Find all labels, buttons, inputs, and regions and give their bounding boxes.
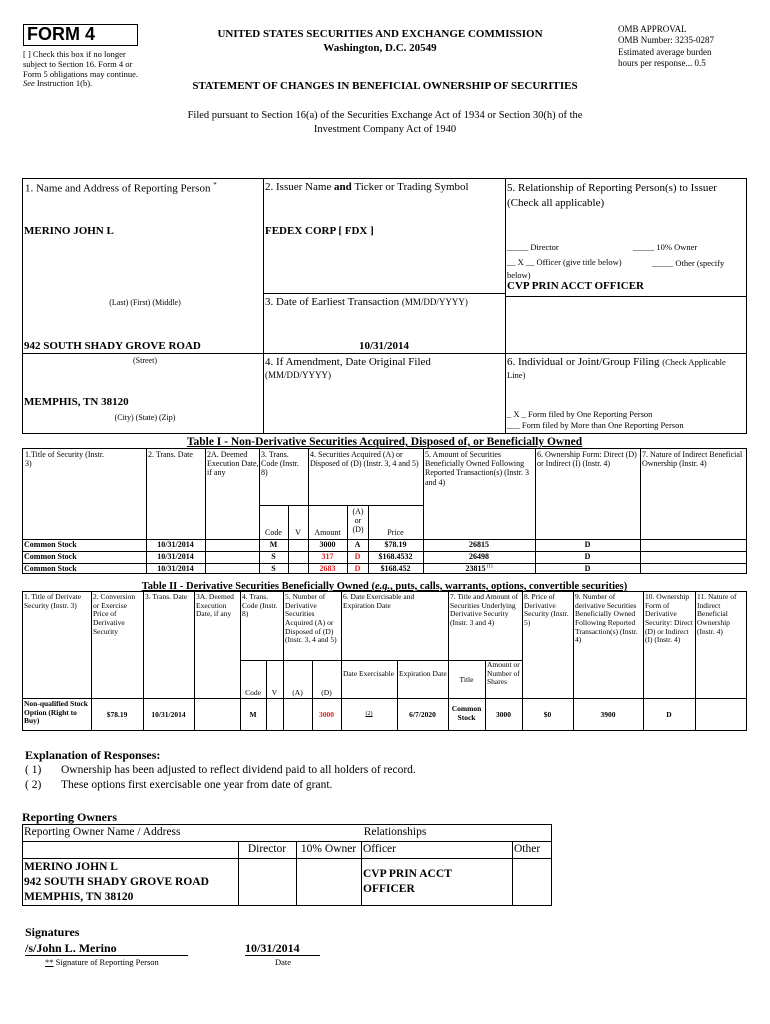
signature-label — [45, 958, 159, 968]
t2-h11: 11. Nature of Indirect Beneficial Ownership (Instr. 4) — [697, 592, 737, 636]
reporting-person-street: 942 SOUTH SHADY GROVE ROAD — [24, 340, 201, 352]
t2-row-deriv-price: $0 — [543, 710, 552, 719]
agency-name: UNITED STATES SECURITIES AND EXCHANGE COMMISSION — [217, 28, 543, 40]
t1-cell-title: Common Stock — [24, 552, 77, 561]
officer-title: CVP PRIN ACCT OFFICER — [507, 280, 645, 292]
t1-cell-form: D — [584, 552, 591, 561]
statement-title: STATEMENT OF CHANGES IN BENEFICIAL OWNERSHIP OF SECURITIES — [192, 80, 578, 92]
t1-cell-price: $78.19 — [384, 540, 407, 549]
t1-h6: 6. Ownership Form: Direct (D) or Indirect (I) (Instr. 4) — [537, 450, 637, 469]
t2-sub-code: Code — [245, 688, 261, 697]
t1-cell-date: 10/31/2014 — [157, 540, 194, 549]
one-reporting-person-option[interactable]: _ X _ Form filed by One Reporting Person — [507, 409, 653, 419]
t1-h3: 3. Trans. Code (Instr. 8) — [261, 450, 299, 478]
t1-cell-code: M — [269, 540, 278, 549]
filed-pursuant-line1: Filed pursuant to Section 16(a) of the Securities Exchange Act of 1934 or Section 30(h) of the — [187, 110, 583, 121]
t2-col — [283, 591, 284, 731]
box6-label-text: 6. Individual or Joint/Group Filing — [507, 356, 660, 368]
t1-cell-title: Common Stock — [24, 540, 77, 549]
signature-label-text: Signature of Reporting Person — [55, 957, 159, 967]
t1-cell-amount: 2683 — [319, 564, 336, 573]
reporting-person-name: MERINO JOHN L — [24, 225, 114, 237]
owner-name: MERINO JOHN L — [24, 861, 118, 873]
box2-label — [265, 181, 469, 193]
explanation-item — [25, 778, 416, 793]
t1-cell-price: $168.452 — [380, 564, 411, 573]
t2-row-und-title: Common Stock — [451, 704, 482, 722]
t1-cell-owned-value: 23815 — [465, 564, 486, 573]
t2-col — [643, 591, 644, 731]
owner-officer-title: CVP PRIN ACCT OFFICER — [363, 868, 452, 895]
signature-line — [25, 955, 188, 956]
t2-row-und-amount: 3000 — [496, 710, 511, 719]
t1-cell-date: 10/31/2014 — [157, 552, 194, 561]
t2-col — [522, 591, 523, 731]
date-line — [245, 955, 320, 956]
t2-h3a: 3A. Deemed Execution Date, if any — [196, 592, 234, 619]
t2-sub-amount: Amount or Number of Shares — [487, 660, 520, 687]
t1-cell-code: S — [271, 552, 276, 561]
t2-h10: 10. Ownership Form of Derivative Security: Direct (D) or Indirect (I) (Instr. 4) — [645, 592, 693, 645]
t1-cell-ad: D — [354, 552, 361, 561]
street-label: (Street) — [133, 356, 157, 365]
signatures-heading: Signatures — [25, 925, 80, 939]
no-longer-subject-checkbox[interactable] — [23, 50, 148, 89]
t1-cell-ad: D — [354, 564, 361, 573]
t2-h2: 2. Conversion or Exercise Price of Derivative Security — [93, 592, 136, 636]
filed-pursuant-line2: Investment Company Act of 1940 — [313, 123, 457, 135]
more-reporting-persons-option[interactable]: ___ Form filed by More than One Reporting Person — [507, 420, 684, 430]
t2-col — [240, 591, 241, 731]
t2-col — [573, 591, 574, 731]
omb-hours: hours per response... 0.5 — [618, 57, 706, 68]
box5-label-line2: (Check all applicable) — [507, 196, 605, 209]
other-checkbox[interactable]: _____ Other (specify below) — [507, 258, 725, 280]
box1-label — [25, 181, 217, 195]
table2-title-pre: Table II - Derivative Securities Beneficially Owned ( — [141, 581, 375, 592]
divider — [22, 353, 506, 354]
t2-sub-title: Title — [459, 675, 474, 684]
box5-label — [507, 181, 747, 211]
t1-cell-ad: A — [354, 540, 361, 549]
t2-h7: 7. Title and Amount of Securities Underlying Derivative Security (Instr. 3 and 4) — [450, 592, 519, 627]
box2-label-post: Ticker or Trading Symbol — [354, 181, 469, 193]
t2-sub-exp: Expiration Date — [399, 669, 447, 678]
table2-title-post: , puts, calls, warrants, options, convertible securities) — [390, 581, 628, 592]
t1-sub-code: Code — [265, 528, 282, 537]
t2-col — [91, 591, 92, 731]
owner-street: 942 SOUTH SHADY GROVE ROAD — [24, 875, 209, 888]
date-label: Date — [275, 957, 292, 967]
explanation-list — [25, 763, 416, 793]
t2-row-form: D — [666, 710, 672, 719]
t1-cell-date: 10/31/2014 — [157, 564, 194, 573]
t2-sub-v: V — [271, 688, 278, 697]
omb-number: OMB Number: 3235-0287 — [618, 35, 714, 46]
t2-row — [240, 660, 522, 661]
divider — [505, 353, 747, 354]
t2-col — [143, 591, 144, 731]
owners-col-other: Other — [514, 843, 541, 855]
t1-cell-amount: 3000 — [319, 540, 336, 549]
t2-sub-d: (D) — [321, 688, 332, 697]
owners-col-rel: Relationships — [363, 826, 427, 838]
t2-col — [341, 591, 342, 731]
t1-cell-owned: 26498 — [469, 552, 489, 561]
t1-cell-form: D — [584, 540, 591, 549]
check-box-text: [ ] Check this box if no longer subject to Section 16. Form 4 or Form 5 obligations may continue. — [23, 49, 138, 79]
box1-label-text: 1. Name and Address of Reporting Person — [25, 182, 211, 195]
divider — [263, 293, 505, 294]
t1-h4: 4. Securities Acquired (A) or Disposed of (D) (Instr. 3, 4 and 5) — [310, 450, 419, 469]
form-title: FORM 4 — [27, 24, 96, 44]
t2-h6: 6. Date Exercisable and Expiration Date — [343, 592, 415, 610]
t1-cell-title: Common Stock — [24, 564, 77, 573]
t2-row-code: M — [249, 710, 257, 719]
t1-cell-form: D — [584, 564, 591, 573]
t1-cell-price: $168.4532 — [378, 552, 413, 561]
omb-block — [618, 24, 758, 69]
t1-h2a: 2A. Deemed Execution Date, if any — [207, 450, 259, 478]
t2-h4: 4. Trans. Code (Instr. 8) — [242, 592, 278, 619]
t1-h5: 5. Amount of Securities Beneficially Owned Following Reported Transaction(s) (Instr. 3 and 4) — [425, 450, 529, 487]
box4-label: 4. If Amendment, Date Original Filed — [265, 356, 431, 368]
t2-row-d: 3000 — [319, 710, 334, 719]
owners-col-name: Reporting Owner Name / Address — [24, 826, 181, 838]
owners-col — [512, 841, 513, 906]
t1-sub-price: Price — [387, 528, 404, 537]
box3-label-text: 3. Date of Earliest Transaction — [265, 296, 400, 308]
check-box-instr: Instruction 1(b). — [36, 78, 93, 89]
t2-h9: 9. Number of derivative Securities Beneficially Owned Following Reported Transaction(s) (Instr. 4) — [575, 592, 638, 645]
t2-h8: 8. Price of Derivative Security (Instr. 5) — [524, 592, 569, 627]
table2-title-eg: e.g. — [374, 581, 391, 592]
box2-label-and: and — [334, 181, 352, 193]
box1-marker: * — [213, 181, 217, 189]
t1-footnote-link[interactable]: (1) — [485, 564, 493, 570]
t2-sub-a: (A) — [292, 688, 303, 697]
reporting-person-city: MEMPHIS, TN 38120 — [24, 396, 129, 408]
t2-sub-date-ex: Date Exercisable — [343, 669, 395, 678]
signature-label-mark: ** — [45, 957, 54, 967]
explanation-item — [25, 763, 416, 778]
box3-label-fmt: (MM/DD/YYYY) — [401, 297, 468, 307]
t1-col — [205, 448, 206, 574]
earliest-transaction-date: 10/31/2014 — [358, 340, 410, 352]
t2-col — [397, 660, 398, 731]
t2-h5: 5. Number of Derivative Securities Acquired (A) or Disposed of (D) (Instr. 3, 4 and 5) — [285, 592, 337, 645]
signature-date: 10/31/2014 — [245, 941, 300, 955]
t2-row — [22, 698, 747, 699]
t2-row-expiration: 6/7/2020 — [409, 710, 436, 719]
t1-row — [259, 505, 423, 506]
owners-heading: Reporting Owners — [22, 810, 117, 824]
t1-h7: 7. Nature of Indirect Beneficial Ownership (Instr. 4) — [642, 450, 743, 469]
t2-row-title: Non-qualified Stock Option (Right to Buy) — [24, 699, 88, 726]
t1-cell-code: S — [271, 564, 276, 573]
t2-row-owned: 3900 — [600, 710, 616, 719]
t1-sub-v: V — [295, 528, 301, 537]
owners-row — [22, 858, 552, 859]
t1-sub-ad: (A) or (D) — [352, 507, 364, 535]
t1-cell-owned: 26815 — [469, 540, 489, 549]
t2-col — [695, 591, 696, 731]
t2-row-price: $78.19 — [106, 710, 128, 719]
owner-city: MEMPHIS, TN 38120 — [24, 890, 134, 903]
owners-col-director: Director — [247, 843, 287, 855]
t2-col — [194, 591, 195, 731]
t2-h3: 3. Trans. Date — [145, 592, 188, 601]
agency-city: Washington, D.C. 20549 — [323, 42, 437, 54]
box6-label — [507, 356, 745, 382]
omb-approval: OMB APPROVAL — [618, 24, 687, 34]
box3-label — [265, 296, 468, 308]
officer-checkbox[interactable]: __ X __ Officer (give title below) — [507, 257, 622, 267]
owners-col-officer: Officer — [363, 843, 396, 855]
ten-pct-owner-checkbox[interactable]: _____ 10% Owner — [633, 242, 698, 252]
city-label: (City) (State) (Zip) — [114, 413, 176, 422]
signature-value: /s/John L. Merino — [25, 941, 117, 955]
owner-name-address — [24, 860, 209, 905]
t2-col — [485, 660, 486, 731]
box6-label-check: (Check Applicable Line) — [507, 357, 726, 381]
t1-cell-owned — [423, 564, 535, 573]
explanation-heading: Explanation of Responses: — [25, 748, 161, 762]
t1-sub-amount: Amount — [314, 528, 341, 537]
box2-label-pre: 2. Issuer Name — [265, 181, 332, 193]
issuer-name: FEDEX CORP [ FDX ] — [265, 225, 374, 237]
director-checkbox[interactable]: _____ Director — [507, 242, 559, 252]
table1-title: Table I - Non-Derivative Securities Acquired, Disposed of, or Beneficially Owned — [186, 436, 583, 448]
owners-col — [361, 841, 362, 906]
t1-h2: 2. Trans. Date — [148, 450, 193, 459]
owners-col-ten: 10% Owner — [300, 843, 357, 855]
owners-row — [22, 841, 552, 842]
box4-label-fmt: (MM/DD/YYYY) — [265, 370, 331, 380]
box5-label-line1: 5. Relationship of Reporting Person(s) to Issuer — [507, 182, 717, 194]
explanation-number: ( 1) — [25, 764, 42, 776]
explanation-text: These options first exercisable one year from date of grant. — [61, 778, 333, 791]
t2-row-exercisable[interactable]: (2) — [365, 711, 373, 717]
check-box-see: See — [23, 78, 35, 89]
t1-h1: 1.Title of Security (Instr. 3) — [25, 450, 105, 469]
omb-burden: Estimated average burden — [618, 46, 712, 57]
name-parts-label: (Last) (First) (Middle) — [109, 298, 181, 307]
t2-h1: 1. Title of Derivate Security (Instr. 3) — [24, 592, 82, 610]
filed-pursuant — [100, 109, 670, 136]
explanation-text: Ownership has been adjusted to reflect dividend paid to all holders of record. — [61, 764, 416, 776]
divider — [263, 178, 264, 434]
t2-row-date: 10/31/2014 — [151, 710, 186, 719]
divider — [505, 296, 747, 297]
divider — [505, 178, 506, 434]
explanation-number: ( 2) — [25, 778, 42, 791]
t1-cell-amount: 317 — [321, 552, 334, 561]
